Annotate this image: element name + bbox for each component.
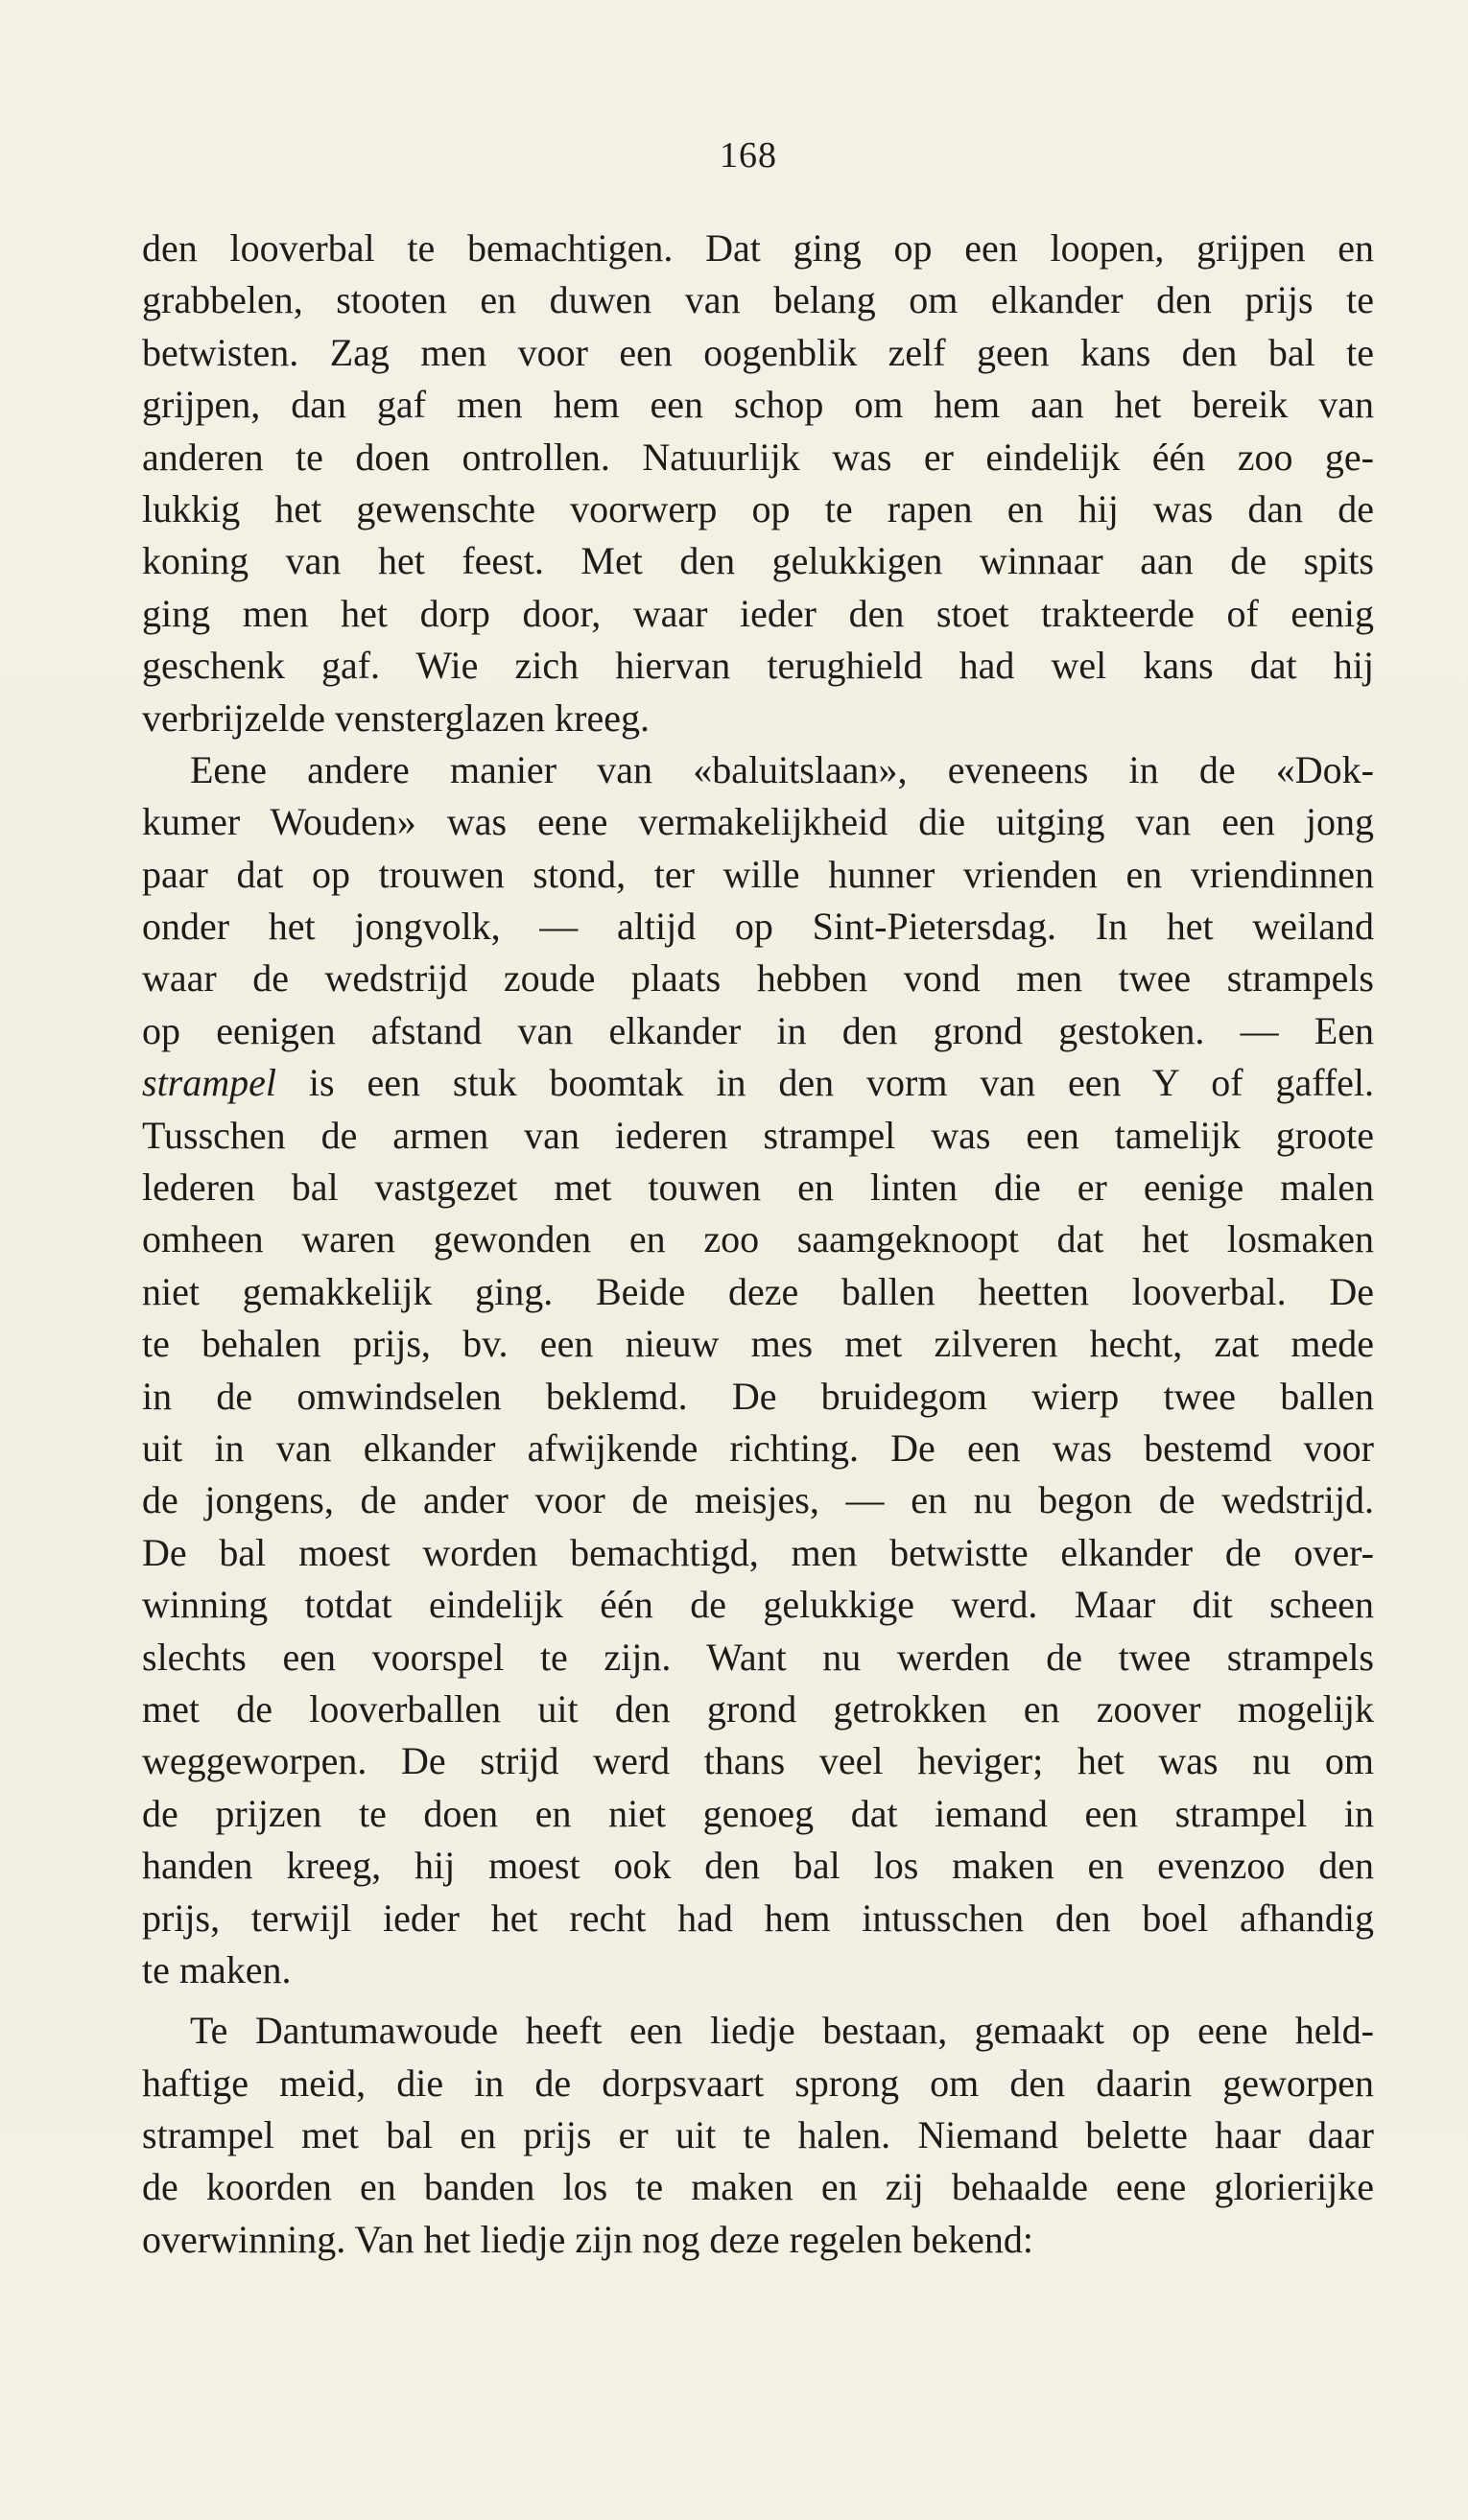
italic-term: strampel xyxy=(142,1061,276,1105)
text-line: in de omwindselen beklemd. De bruidegom wierp twee ballen xyxy=(142,1374,1374,1418)
text-line: grijpen, dan gaf men hem een schop om hem aan het bereik van xyxy=(142,383,1374,427)
text-line: anderen te doen ontrollen. Natuurlijk was er eindelijk één zoo ge- xyxy=(142,435,1374,479)
text-line: verbrijzelde vensterglazen kreeg. xyxy=(142,695,650,740)
text-line: de prijzen te doen en niet genoeg dat iemand een strampel in xyxy=(142,1791,1374,1835)
text-line: overwinning. Van het liedje zijn nog deze regelen bekend: xyxy=(142,2217,1033,2261)
text-line: paar dat op trouwen stond, ter wille hunner vrienden en vriendinnen xyxy=(142,852,1374,896)
text-line: handen kreeg, hij moest ook den bal los maken en evenzoo den xyxy=(142,1844,1374,1888)
text-line: Te Dantumawoude heeft een liedje bestaan, gemaakt op eene held- xyxy=(190,2009,1374,2053)
text-line: de koorden en banden los te maken en zij behaalde eene glorierijke xyxy=(142,2165,1374,2209)
paragraph-gap xyxy=(142,1996,1374,2005)
text-line: Eene andere manier van «baluitslaan», eveneens in de «Dok- xyxy=(190,747,1374,791)
text-line: betwisten. Zag men voor een oogenblik zelf geen kans den bal te xyxy=(142,330,1374,374)
text-line: den looverbal te bemachtigen. Dat ging op een loopen, grijpen en xyxy=(142,226,1374,270)
text-line: kumer Wouden» was eene vermakelijkheid die uitging van een jong xyxy=(142,800,1374,844)
text-line: weggeworpen. De strijd werd thans veel heviger; het was nu om xyxy=(142,1739,1374,1783)
text-line: lukkig het gewenschte voorwerp op te rapen en hij was dan de xyxy=(142,486,1374,530)
text-line: niet gemakkelijk ging. Beide deze ballen heetten looverbal. De xyxy=(142,1269,1374,1313)
text-line: op eenigen afstand van elkander in den grond gestoken. — Een xyxy=(142,1008,1374,1052)
text-line: te behalen prijs, bv. een nieuw mes met zilveren hecht, zat mede xyxy=(142,1322,1374,1366)
text-line: lederen bal vastgezet met touwen en linten die er eenige malen xyxy=(142,1166,1374,1210)
text-line: prijs, terwijl ieder het recht had hem intusschen den boel afhandig xyxy=(142,1896,1374,1940)
text-line: haftige meid, die in de dorpsvaart sprong om den daarin geworpen xyxy=(142,2061,1374,2105)
text-line-rest: is een stuk boomtak in den vorm van een Y of gaffel. xyxy=(276,1061,1374,1105)
text-line: onder het jongvolk, — altijd op Sint-Pietersdag. In het weiland xyxy=(142,905,1374,949)
text-line: koning van het feest. Met den gelukkigen winnaar aan de spits xyxy=(142,539,1374,583)
paragraph-1 xyxy=(142,223,1374,744)
text-line: slechts een voorspel te zijn. Want nu werden de twee strampels xyxy=(142,1635,1374,1679)
paragraph-2 xyxy=(142,744,1374,1996)
text-line: te maken. xyxy=(142,1947,292,1991)
text-line: strampel met bal en prijs er uit te halen. Niemand belette haar daar xyxy=(142,2113,1374,2157)
text-line: omheen waren gewonden en zoo saamgeknoopt dat het losmaken xyxy=(142,1217,1374,1261)
text-line: de jongens, de ander voor de meisjes, — en nu begon de wedstrijd. xyxy=(142,1478,1374,1522)
text-line: ging men het dorp door, waar ieder den stoet trakteerde of eenig xyxy=(142,591,1374,635)
paragraph-3 xyxy=(142,2005,1374,2266)
text-line: met de looverballen uit den grond getrokken en zoover mogelijk xyxy=(142,1686,1374,1731)
text-line: Tusschen de armen van iederen strampel was een tamelijk groote xyxy=(142,1113,1374,1157)
text-line: waar de wedstrijd zoude plaats hebben vond men twee strampels xyxy=(142,956,1374,1001)
text-line: winning totdat eindelijk één de gelukkige werd. Maar dit scheen xyxy=(142,1583,1374,1627)
page-number: 168 xyxy=(720,135,777,176)
text-line: uit in van elkander afwijkende richting. De een was bestemd voor xyxy=(142,1425,1374,1470)
text-line: grabbelen, stooten en duwen van belang om elkander den prijs te xyxy=(142,278,1374,322)
text-line: geschenk gaf. Wie zich hiervan terughield had wel kans dat hij xyxy=(142,644,1374,688)
body-text xyxy=(142,223,1374,2266)
text-line-with-italic xyxy=(142,1057,1374,1109)
text-line: De bal moest worden bemachtigd, men betwistte elkander de over- xyxy=(142,1530,1374,1574)
